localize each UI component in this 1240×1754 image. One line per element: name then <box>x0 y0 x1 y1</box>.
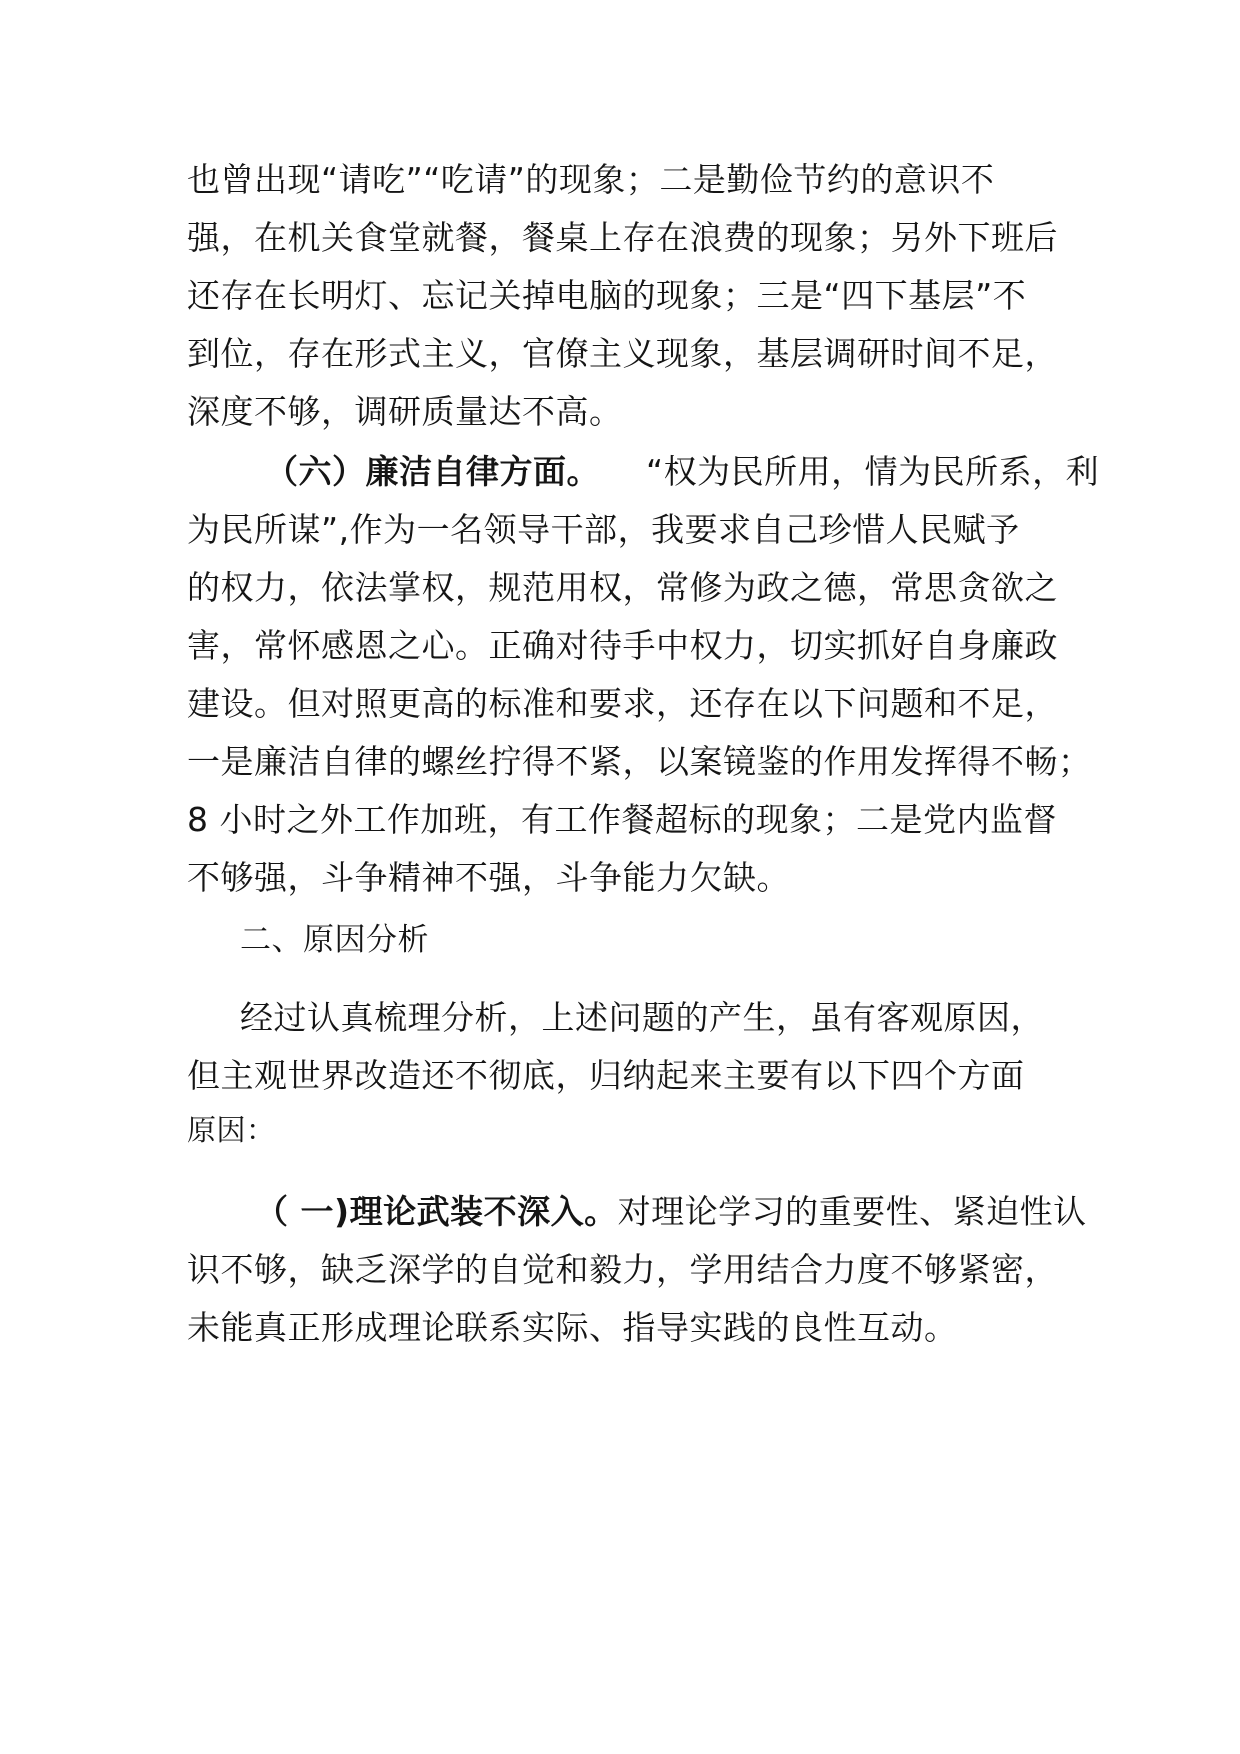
section-six-line <box>265 450 1099 494</box>
body-line: 的权力，依法掌权，规范用权，常修为政之德，常思贪欲之 <box>187 568 1058 607</box>
body-line: 原因： <box>187 1113 276 1147</box>
body-line: 为民所谋”,作为一名领导干部，我要求自己珍惜人民赋予 <box>187 510 1020 549</box>
body-line: 害，常怀感恩之心。正确对待手中权力，切实抓好自身廉政 <box>187 626 1058 665</box>
body-text: “权为民所用，情为民所系，利 <box>646 452 1100 491</box>
body-line: 到位，存在形式主义，官僚主义现象，基层调研时间不足， <box>187 334 1058 373</box>
body-line: 也曾出现“请吃”“吃请”的现象；二是勤俭节约的意识不 <box>187 160 995 199</box>
body-line: 还存在长明灯、忘记关掉电脑的现象；三是“四下基层”不 <box>187 276 1027 315</box>
body-line: 8 小时之外工作加班，有工作餐超标的现象；二是党内监督 <box>187 800 1057 839</box>
section-one-line <box>255 1190 1087 1234</box>
body-line: 但主观世界改造还不彻底，归纳起来主要有以下四个方面 <box>187 1056 1025 1095</box>
section-heading-integrity: （六）廉洁自律方面。 <box>265 452 600 491</box>
body-line: 未能真正形成理论联系实际、指导实践的良性互动。 <box>187 1308 958 1347</box>
body-text: 对理论学习的重要性、紧迫性认 <box>617 1192 1087 1231</box>
body-line: 经过认真梳理分析，上述问题的产生，虽有客观原因， <box>240 998 1044 1037</box>
body-line: 强，在机关食堂就餐，餐桌上存在浪费的现象；另外下班后 <box>187 218 1058 257</box>
section-heading-theory: （ 一)理论武装不深入。 <box>255 1192 618 1231</box>
body-line: 一是廉洁自律的螺丝拧得不紧，以案镜鉴的作用发挥得不畅； <box>187 742 1092 781</box>
body-line: 深度不够，调研质量达不高。 <box>187 392 623 431</box>
section-title-cause-analysis: 二、原因分析 <box>240 922 429 958</box>
body-line: 不够强，斗争精神不强，斗争能力欠缺。 <box>187 858 790 897</box>
body-line: 建设。但对照更高的标准和要求，还存在以下问题和不足， <box>187 684 1058 723</box>
body-line: 识不够，缺乏深学的自觉和毅力，学用结合力度不够紧密， <box>187 1250 1058 1289</box>
